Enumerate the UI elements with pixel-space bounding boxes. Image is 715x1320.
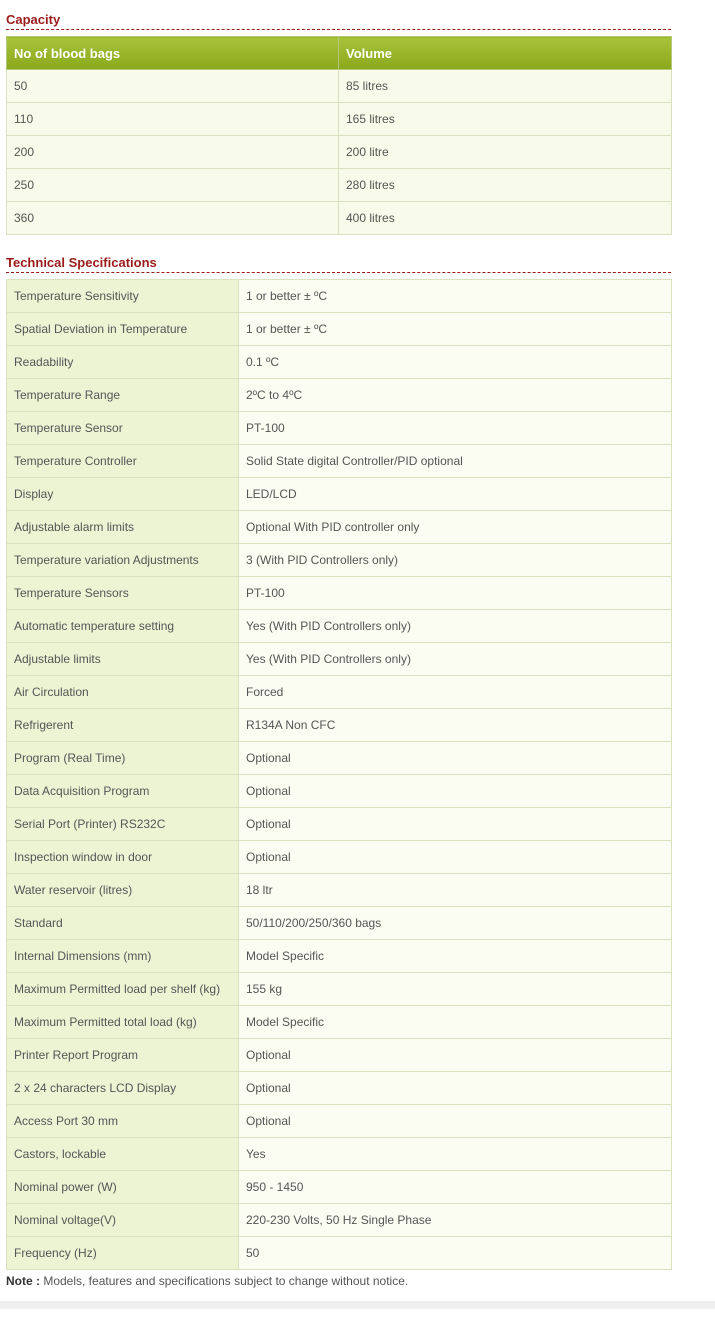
capacity-row-key: 50 <box>7 70 339 103</box>
content <box>6 0 671 1288</box>
spec-row <box>7 643 672 676</box>
spec-row <box>7 940 672 973</box>
specs-table <box>6 279 672 1270</box>
spec-row-key: Temperature Range <box>7 379 239 412</box>
spec-row <box>7 907 672 940</box>
spec-row-key: Frequency (Hz) <box>7 1237 239 1270</box>
spec-row-value: 50/110/200/250/360 bags <box>239 907 672 940</box>
spec-row-key: Castors, lockable <box>7 1138 239 1171</box>
spec-row-value: Optional <box>239 808 672 841</box>
spec-row <box>7 1138 672 1171</box>
spec-row-key: Adjustable limits <box>7 643 239 676</box>
specs-table-body <box>7 280 672 1270</box>
capacity-row-value: 280 litres <box>339 169 672 202</box>
spec-row <box>7 742 672 775</box>
spec-row-value: PT-100 <box>239 577 672 610</box>
spec-row-key: Adjustable alarm limits <box>7 511 239 544</box>
capacity-table-body <box>7 70 672 235</box>
spec-row-value: 1 or better ± ºC <box>239 280 672 313</box>
note-text: Models, features and specifications subject to change without notice. <box>40 1274 409 1288</box>
spec-row-key: Air Circulation <box>7 676 239 709</box>
capacity-table <box>6 36 672 235</box>
spec-row-value: Optional <box>239 1105 672 1138</box>
spec-row-value: LED/LCD <box>239 478 672 511</box>
spec-row-key: Printer Report Program <box>7 1039 239 1072</box>
spec-row-key: Data Acquisition Program <box>7 775 239 808</box>
spec-row <box>7 280 672 313</box>
spec-row-value: 220-230 Volts, 50 Hz Single Phase <box>239 1204 672 1237</box>
spec-row-value: 1 or better ± ºC <box>239 313 672 346</box>
spec-row-key: Serial Port (Printer) RS232C <box>7 808 239 841</box>
spec-row-value: R134A Non CFC <box>239 709 672 742</box>
capacity-row <box>7 136 672 169</box>
spec-row-key: Temperature Controller <box>7 445 239 478</box>
spec-row-value: 50 <box>239 1237 672 1270</box>
spec-row <box>7 1204 672 1237</box>
spec-row-value: 2ºC to 4ºC <box>239 379 672 412</box>
spec-row <box>7 1171 672 1204</box>
spec-row-key: Access Port 30 mm <box>7 1105 239 1138</box>
spec-row-value: Optional <box>239 1072 672 1105</box>
spec-row-key: Standard <box>7 907 239 940</box>
spec-row-value: PT-100 <box>239 412 672 445</box>
spec-row <box>7 1006 672 1039</box>
capacity-header-row <box>7 37 672 70</box>
capacity-heading: Capacity <box>6 0 671 30</box>
spec-row-value: Yes (With PID Controllers only) <box>239 610 672 643</box>
spec-row-value: 950 - 1450 <box>239 1171 672 1204</box>
spec-row-value: Forced <box>239 676 672 709</box>
spec-row <box>7 709 672 742</box>
spec-row-key: Inspection window in door <box>7 841 239 874</box>
spec-row-key: Readability <box>7 346 239 379</box>
spec-row-key: Temperature Sensor <box>7 412 239 445</box>
spec-row-key: Refrigerent <box>7 709 239 742</box>
spec-row-key: Program (Real Time) <box>7 742 239 775</box>
capacity-row-key: 360 <box>7 202 339 235</box>
capacity-row-value: 200 litre <box>339 136 672 169</box>
spec-row-key: Water reservoir (litres) <box>7 874 239 907</box>
spec-row <box>7 610 672 643</box>
spec-row-key: Temperature variation Adjustments <box>7 544 239 577</box>
spec-row <box>7 1039 672 1072</box>
spec-row-value: Optional <box>239 1039 672 1072</box>
column-header-volume: Volume <box>339 37 672 70</box>
spec-row-key: Temperature Sensitivity <box>7 280 239 313</box>
spec-row-value: 0.1 ºC <box>239 346 672 379</box>
capacity-row <box>7 70 672 103</box>
capacity-row-value: 165 litres <box>339 103 672 136</box>
spec-row <box>7 1105 672 1138</box>
capacity-row <box>7 202 672 235</box>
capacity-row-value: 400 litres <box>339 202 672 235</box>
spec-row <box>7 1072 672 1105</box>
spec-row <box>7 577 672 610</box>
spec-row-value: 18 ltr <box>239 874 672 907</box>
spec-row <box>7 973 672 1006</box>
note <box>6 1274 671 1288</box>
capacity-row <box>7 103 672 136</box>
spec-row <box>7 412 672 445</box>
spec-row <box>7 313 672 346</box>
spec-row-value: Optional <box>239 742 672 775</box>
spec-row-key: Display <box>7 478 239 511</box>
spec-row-value: Optional <box>239 841 672 874</box>
capacity-row-key: 110 <box>7 103 339 136</box>
spec-row-value: Optional With PID controller only <box>239 511 672 544</box>
capacity-row-value: 85 litres <box>339 70 672 103</box>
spec-row-value: Solid State digital Controller/PID optional <box>239 445 672 478</box>
spec-row <box>7 874 672 907</box>
spec-row-key: Nominal power (W) <box>7 1171 239 1204</box>
spec-row-key: 2 x 24 characters LCD Display <box>7 1072 239 1105</box>
spec-row <box>7 379 672 412</box>
spec-row <box>7 511 672 544</box>
spec-row-key: Internal Dimensions (mm) <box>7 940 239 973</box>
spec-row-value: Yes (With PID Controllers only) <box>239 643 672 676</box>
spec-row-value: 155 kg <box>239 973 672 1006</box>
capacity-row-key: 250 <box>7 169 339 202</box>
spec-row <box>7 676 672 709</box>
spec-row <box>7 841 672 874</box>
spec-row-key: Nominal voltage(V) <box>7 1204 239 1237</box>
spec-row-key: Spatial Deviation in Temperature <box>7 313 239 346</box>
spec-row <box>7 775 672 808</box>
spec-row-key: Temperature Sensors <box>7 577 239 610</box>
spec-row-value: 3 (With PID Controllers only) <box>239 544 672 577</box>
capacity-row-key: 200 <box>7 136 339 169</box>
note-label: Note : <box>6 1274 40 1288</box>
spec-row-value: Yes <box>239 1138 672 1171</box>
capacity-row <box>7 169 672 202</box>
spec-row-value: Optional <box>239 775 672 808</box>
spec-row <box>7 346 672 379</box>
spec-row-key: Maximum Permitted load per shelf (kg) <box>7 973 239 1006</box>
spec-row-value: Model Specific <box>239 1006 672 1039</box>
spec-row <box>7 1237 672 1270</box>
spec-row-key: Automatic temperature setting <box>7 610 239 643</box>
spec-row-value: Model Specific <box>239 940 672 973</box>
spec-row <box>7 445 672 478</box>
spec-row <box>7 544 672 577</box>
spec-row <box>7 478 672 511</box>
spec-row <box>7 808 672 841</box>
spec-row-key: Maximum Permitted total load (kg) <box>7 1006 239 1039</box>
specs-heading: Technical Specifications <box>6 235 671 273</box>
footer-bar <box>0 1301 715 1309</box>
column-header-blood-bags: No of blood bags <box>7 37 339 70</box>
